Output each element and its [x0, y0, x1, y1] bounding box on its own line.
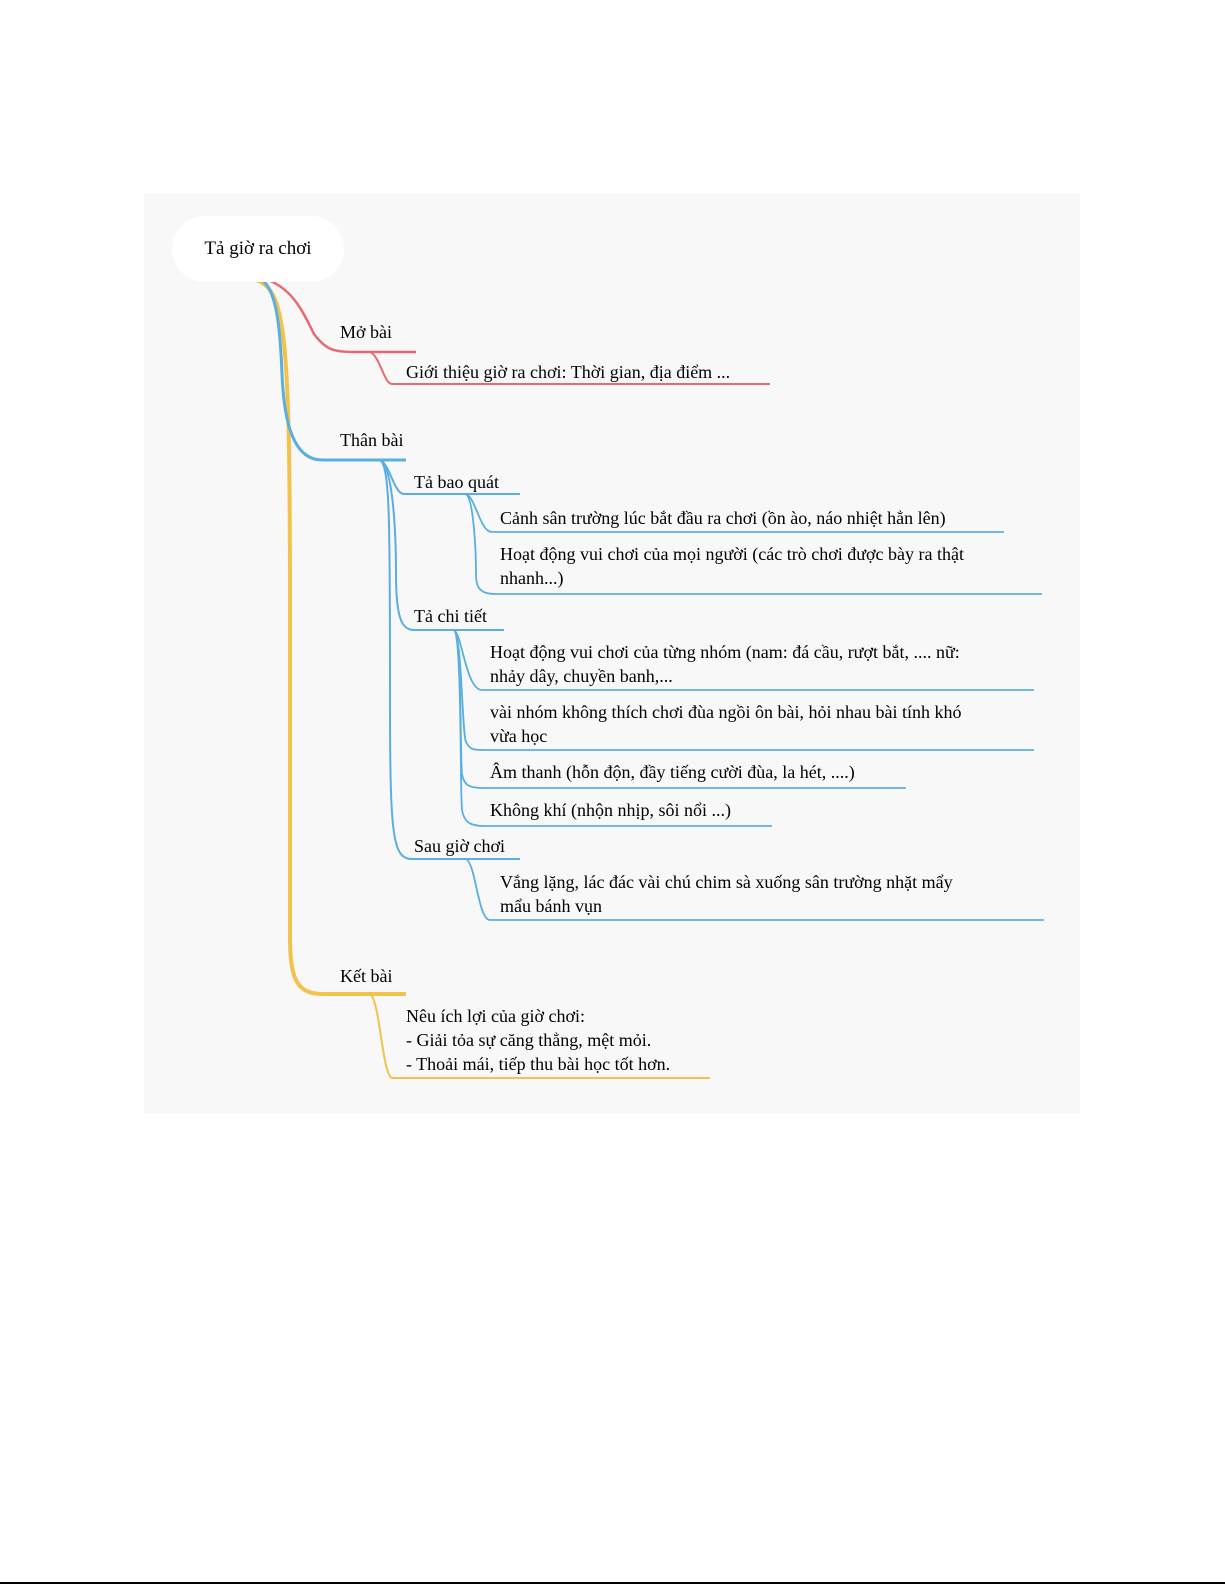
branch-after[interactable] [414, 834, 505, 858]
intro-item[interactable] [406, 360, 730, 384]
detail-item-1-line-2: nhảy dây, chuyền banh,... [490, 666, 673, 686]
branch-intro[interactable] [340, 320, 392, 344]
general-item-2-line-1: Hoạt động vui chơi của mọi người (các trò chơi được bày ra thật [500, 544, 964, 564]
detail-item-3[interactable] [490, 760, 855, 784]
branch-general-label: Tả bao quát [414, 472, 499, 492]
detail-item-1-line-1: Hoạt động vui chơi của từng nhóm (nam: đá cầu, rượt bắt, .... nữ: [490, 642, 960, 662]
root-node[interactable] [172, 216, 344, 282]
branch-conclusion-label: Kết bài [340, 966, 393, 986]
branch-detail[interactable] [414, 604, 487, 628]
branch-body-label: Thân bài [340, 430, 404, 450]
branch-general[interactable] [414, 470, 499, 494]
detail-item-1[interactable] [490, 640, 960, 688]
after-item-1-line-2: mẩu bánh vụn [500, 896, 602, 916]
link-root-conclusion [256, 280, 406, 994]
branch-conclusion[interactable] [340, 964, 392, 988]
general-item-2-line-2: nhanh...) [500, 568, 564, 588]
general-item-2[interactable] [500, 542, 964, 590]
branch-after-label: Sau giờ chơi [414, 836, 506, 856]
conclusion-line-2: - Giải tỏa sự căng thẳng, mệt mỏi. [406, 1030, 652, 1050]
general-item-1-label: Cảnh sân trường lúc bắt đầu ra chơi (ồn ào, náo nhiệt hẳn lên) [500, 508, 946, 528]
conclusion-line-1: Nêu ích lợi của giờ chơi: [406, 1006, 586, 1026]
detail-item-4-label: Không khí (nhộn nhịp, sôi nổi ...) [490, 800, 731, 820]
detail-item-4[interactable] [490, 798, 731, 822]
detail-item-3-label: Âm thanh (hỗn độn, đầy tiếng cười đùa, la hét, ....) [490, 762, 855, 782]
general-item-1[interactable] [500, 506, 946, 530]
after-item-1[interactable] [500, 870, 953, 918]
intro-item-label: Giới thiệu giờ ra chơi: Thời gian, địa điểm ... [406, 362, 731, 382]
branch-intro-label: Mở bài [340, 322, 393, 342]
root-label: Tả giờ ra chơi [204, 238, 312, 259]
conclusion-line-3: - Thoải mái, tiếp thu bài học tốt hơn. [406, 1054, 671, 1074]
conclusion-item[interactable] [406, 1004, 670, 1076]
page-bottom-rule [0, 1582, 1225, 1584]
branch-detail-label: Tả chi tiết [414, 606, 487, 626]
after-item-1-line-1: Vắng lặng, lác đác vài chú chim sà xuống sân trường nhặt mẩy [500, 872, 953, 892]
detail-item-2-line-2: vừa học [490, 726, 548, 746]
mind-map [144, 194, 1080, 1114]
detail-item-2-line-1: vài nhóm không thích chơi đùa ngồi ôn bài, hỏi nhau bài tính khó [490, 702, 962, 722]
detail-item-2[interactable] [490, 700, 961, 748]
branch-body[interactable] [340, 428, 403, 452]
